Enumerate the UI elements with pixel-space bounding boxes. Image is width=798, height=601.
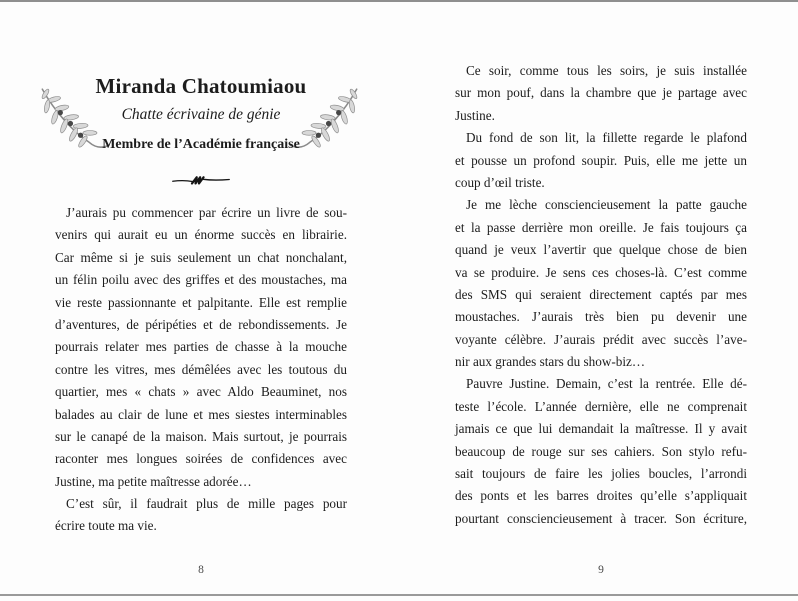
top-rule xyxy=(0,0,798,2)
text-line: sait toujours de faire les jolies boucles, l’arrondi xyxy=(455,466,747,482)
paragraph xyxy=(455,194,747,373)
paragraph xyxy=(455,60,747,127)
text-line: jamais ce que lui demandait la maîtresse. Il y avait xyxy=(455,421,747,437)
paragraph xyxy=(455,373,747,530)
text-line: des ponts et les barres droites qu’elle s’appliquait xyxy=(455,488,747,504)
text-line: Je me lèche consciencieusement la patte gauche xyxy=(466,197,747,213)
text-line: raconter mes longues soirées de confidences avec xyxy=(55,451,347,467)
text-line: un félin poilu avec des griffes et des moustaches, ma xyxy=(55,272,347,288)
author-name: Miranda Chatoumiaou xyxy=(95,74,307,98)
text-line: Du fond de son lit, la fillette regarde le plafond xyxy=(466,130,747,146)
text-line: sur mon pouf, dans la chambre que je partage avec xyxy=(455,85,747,101)
text-line: Justine, ma petite maîtresse adorée… xyxy=(55,473,252,489)
bottom-rule xyxy=(0,594,798,596)
text-line: C’est sûr, il faudrait plus de mille pages pour xyxy=(66,496,347,512)
text-line: vie reste passionnante et palpitante. Elle est remplie xyxy=(55,294,347,310)
left-page-number: 8 xyxy=(198,564,204,576)
text-line: Pauvre Justine. Demain, c’est la rentrée. Elle dé- xyxy=(466,376,747,392)
text-line: des SMS qui seraient directement captés par mes xyxy=(455,286,747,302)
knot-flourish-icon xyxy=(171,172,231,188)
text-line: quartier, mes « chats » avec Aldo Beauminet, nos xyxy=(55,384,347,400)
text-line: Car même si je suis seulement un chat nonchalant, xyxy=(55,249,347,265)
text-line: sur le canapé de la maison. Mais surtout, je pourrais xyxy=(55,428,347,444)
text-line: beaucoup de rouge sur ses cahiers. Son stylo refu- xyxy=(455,443,747,459)
text-line: écrire toute ma vie. xyxy=(55,518,157,534)
paragraph xyxy=(55,202,347,493)
right-page-number: 9 xyxy=(598,564,604,576)
text-line: Ce soir, comme tous les soirs, je suis installée xyxy=(466,63,747,78)
text-line: teste l’école. L’année dernière, elle ne comprenait xyxy=(455,398,747,414)
author-subtitle: Chatte écrivaine de génie xyxy=(121,106,281,123)
right-page-text xyxy=(455,60,747,530)
text-line: va se produire. Je sens ces choses-là. C’est comme xyxy=(455,264,747,280)
text-line: venirs qui aurait eu un énorme succès en librairie. xyxy=(55,227,347,243)
text-line: J’aurais pu commencer par écrire un livre de sou- xyxy=(66,205,347,220)
paragraph xyxy=(55,493,347,538)
left-page-text xyxy=(55,202,347,538)
text-line: contre les vitres, mes démêlées avec les toutous du xyxy=(55,361,347,377)
text-line: pourtant consciencieusement à tracer. Son écriture, xyxy=(455,510,747,526)
text-line: quand je veux l’avertir que quelque chose de bien xyxy=(455,242,747,258)
text-line: moustaches. J’aurais très bien pu devenir une xyxy=(455,309,747,325)
text-line: et pousse un profond soupir. Puis, elle me jette un xyxy=(455,152,747,168)
text-line: coup d’œil triste. xyxy=(455,174,545,190)
text-line: pourrais relater mes parties de chasse à la mouche xyxy=(55,339,347,355)
text-line: Justine. xyxy=(455,107,495,123)
text-line: d’aventures, de péripéties et de rebondissements. Je xyxy=(55,316,347,332)
text-line: nir aux grandes stars du show-biz… xyxy=(455,354,646,370)
text-line: voyante célèbre. J’aurais prédit avec succès l’ave- xyxy=(455,331,747,347)
text-line: balades au clair de lune et mes siestes interminables xyxy=(55,406,347,422)
author-affiliation: Membre de l’Académie française xyxy=(102,137,300,152)
text-line: et la passe derrière mon oreille. Je fais toujours ça xyxy=(455,219,747,235)
paragraph xyxy=(455,127,747,194)
